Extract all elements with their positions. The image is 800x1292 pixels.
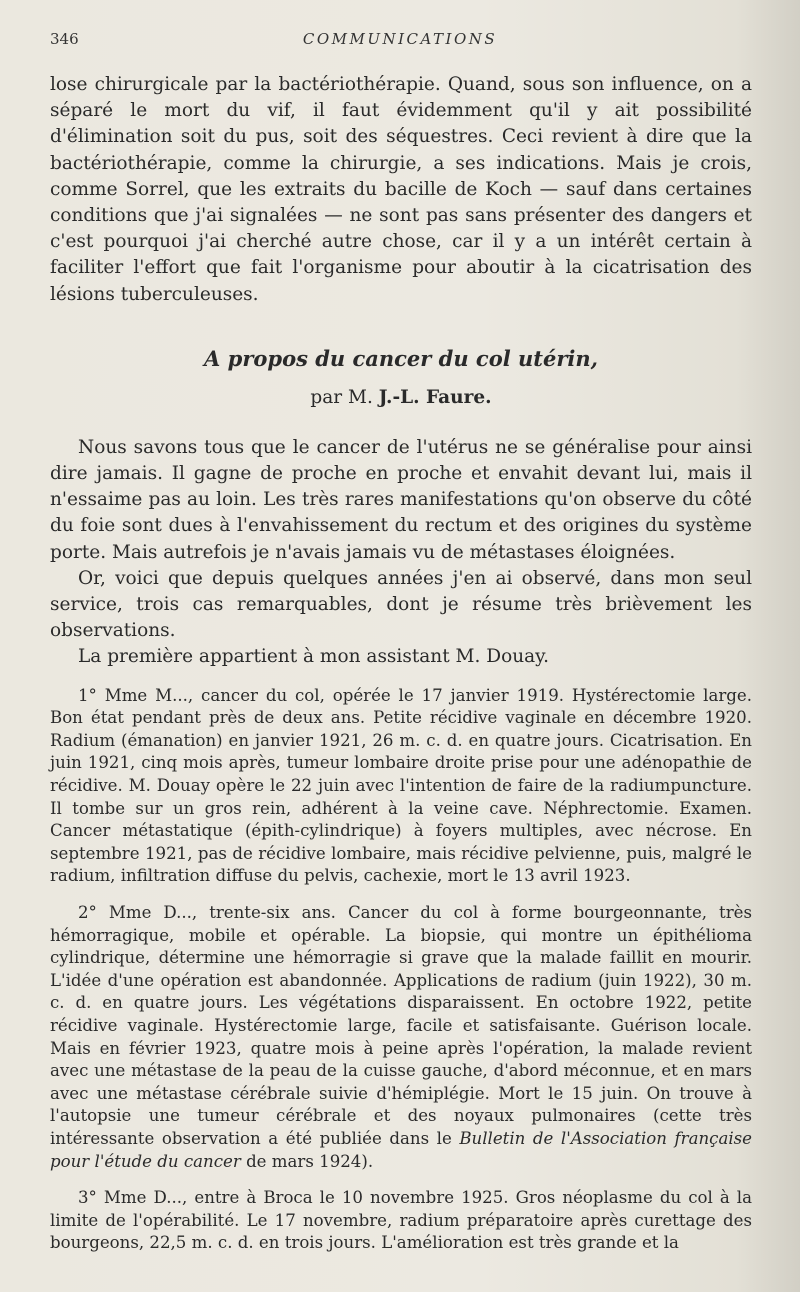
byline (50, 387, 752, 408)
previous-article-paragraph: lose chirurgicale par la bactériothérapie. Quand, sous son influence, on a séparé le mort du vif, il faut évidemment qu'il y ait possibilité d'élimination soit du pus, soit des séquestres. Ceci revient à dire que la bactériothérapie, comme la chirurgie, a ses indications. Mais je crois, comme Sorrel, que les extraits du bacille de Koch — sauf dans certaines conditions que j'ai signalées — ne sont pas sans présenter des dangers et c'est pourquoi j'ai cherché autre chose, car il y a un intérêt certain à faciliter l'effort que fait l'organisme pour aboutir à la cicatrisation des lésions tuberculeuses. (50, 74, 752, 305)
article-title: A propos du cancer du col utérin, (204, 345, 598, 371)
case-observation-1: 1° Mme M..., cancer du col, opérée le 17 janvier 1919. Hystérectomie large. Bon état pendant près de deux ans. Petite récidive vaginale en décembre 1920. Radium (émanation) en janvier 1921, 26 m. c. d. en quatre jours. Cicatrisation. En juin 1921, cinq mois après, tumeur lombaire droite prise pour une adénopathie de récidive. M. Douay opère le 22 juin avec l'intention de faire de la radiumpuncture. Il tombe sur un gros rein, adhérent à la veine cave. Néphrectomie. Examen. Cancer métastatique (épith-cylindrique) à foyers multiples, avec nécrose. En septembre 1921, pas de récidive lombaire, mais récidive pelvienne, puis, malgré le radium, infiltration diffuse du pelvis, cachexie, mort le 13 avril 1923. (50, 685, 752, 886)
case-2-text: 2° Mme D..., trente-six ans. Cancer du col à forme bourgeonnante, très hémorragique, mobile et opérable. La biopsie, qui montre un épithélioma cylindrique, détermine une hémorragie si grave que la malade faillit en mourir. L'idée d'une opération est abandonnée. Applications de radium (juin 1922), 30 m. c. d. en quatre jours. Les végétations disparaissent. En octobre 1922, petite récidive vaginale. Hystérectomie large, facile et satisfaisante. Guérison locale. Mais en février 1923, quatre mois à peine après l'opération, la malade revient avec une métastase de la peau de la cuisse gauche, d'abord méconnue, et en mars avec une métastase cérébrale suivie d'hémiplégie. Mort le 15 juin. On trouve à l'autopsie une tumeur cérébrale et des noyaux pulmonaires (cette très intéressante observation a été publiée dans le (50, 903, 752, 1148)
journal-citation: Bulletin de l'Association française pour l'étude du cancer (50, 1128, 752, 1171)
case-2-end: de mars 1924). (246, 1151, 374, 1171)
page-content (50, 72, 752, 1255)
case-observation-3: 3° Mme D..., entre à Broca le 10 novembre 1925. Gros néoplasme du col à la limite de l'opérabilité. Le 17 novembre, radium préparatoire après curettage des bourgeons, 22,5 m. c. d. en trois jours. L'amélioration est très grande et la (50, 1188, 752, 1253)
byline-prefix: par M. (310, 386, 373, 408)
intro-paragraph: Nous savons tous que le cancer de l'utérus ne se généralise pour ainsi dire jamais. Il gagne de proche en proche et envahit devant lui, mais il n'essaime pas au loin. Les très rares manifestations qu'on observe du côté du foie sont dues à l'envahissement du rectum et des origines du système porte. Mais autrefois je n'avais jamais vu de métastases éloignées. (50, 436, 752, 563)
author-name: J.-L. Faure. (378, 386, 492, 408)
intro-paragraph: Or, voici que depuis quelques années j'en ai observé, dans mon seul service, trois cas remarquables, dont je résume très brièvement les observations. (50, 567, 752, 642)
intro-paragraph: La première appartient à mon assistant M. Douay. (78, 646, 550, 668)
page-header (50, 30, 750, 52)
page-number: 346 (50, 30, 79, 48)
case-observation-2 (50, 902, 752, 1173)
running-title: COMMUNICATIONS (302, 30, 498, 48)
